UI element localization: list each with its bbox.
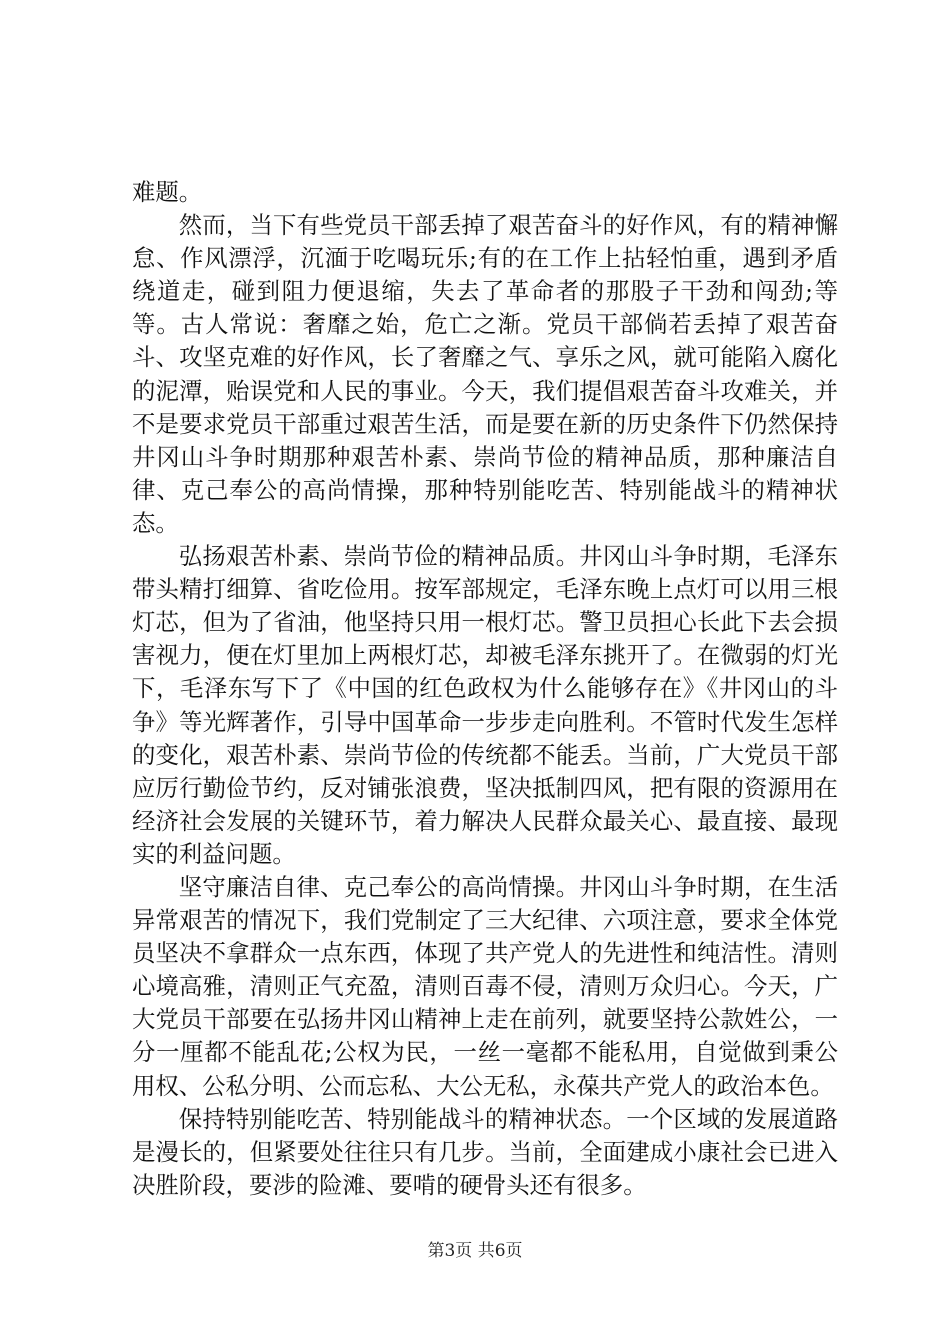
paragraph: 坚守廉洁自律、克己奉公的高尚情操。井冈山斗争时期，在生活异常艰苦的情况下，我们党制定了三大纪律、六项注意，要求全体党员坚决不拿群众一点东西，体现了共产党人的先进性和纯洁性。清则心境高雅，清则正气充盈，清则百毒不侵，清则万众归心。今天，广大党员干部要在弘扬井冈山精神上走在前列，就要坚持公款姓公，一分一厘都不能乱花;公权为民，一丝一毫都不能私用，自觉做到秉公用权、公私分明、公而忘私、大公无私，永葆共产党人的政治本色。	[132, 872, 838, 1100]
paragraph: 保持特别能吃苦、特别能战斗的精神状态。一个区域的发展道路是漫长的，但紧要处往往只有几步。当前，全面建成小康社会已进入决胜阶段，要涉的险滩、要啃的硬骨头还有很多。	[132, 1104, 838, 1199]
page-number: 第3页 共6页	[427, 1241, 523, 1261]
page-footer	[0, 1236, 950, 1261]
paragraph: 然而，当下有些党员干部丢掉了艰苦奋斗的好作风，有的精神懈怠、作风漂浮，沉湎于吃喝玩乐;有的在工作上拈轻怕重，遇到矛盾绕道走，碰到阻力便退缩，失去了革命者的那股子干劲和闯劲;等等。古人常说：奢靡之始，危亡之渐。党员干部倘若丢掉了艰苦奋斗、攻坚克难的好作风，长了奢靡之气、享乐之风，就可能陷入腐化的泥潭，贻误党和人民的事业。今天，我们提倡艰苦奋斗攻难关，并不是要求党员干部重过艰苦生活，而是要在新的历史条件下仍然保持井冈山斗争时期那种艰苦朴素、崇尚节俭的精神品质，那种廉洁自律、克己奉公的高尚情操，那种特别能吃苦、特别能战斗的精神状态。	[132, 211, 838, 537]
paragraph: 弘扬艰苦朴素、崇尚节俭的精神品质。井冈山斗争时期，毛泽东带头精打细算、省吃俭用。按军部规定，毛泽东晚上点灯可以用三根灯芯，但为了省油，他坚持只用一根灯芯。警卫员担心长此下去会损害视力，便在灯里加上两根灯芯，却被毛泽东挑开了。在微弱的灯光下，毛泽东写下了《中国的红色政权为什么能够存在》《井冈山的斗争》等光辉著作，引导中国革命一步步走向胜利。不管时代发生怎样的变化，艰苦朴素、崇尚节俭的传统都不能丢。当前，广大党员干部应厉行勤俭节约，反对铺张浪费，坚决抵制四风，把有限的资源用在经济社会发展的关键环节，着力解决人民群众最关心、最直接、最现实的利益问题。	[132, 542, 838, 868]
document-body	[132, 176, 838, 1202]
paragraph-continuation: 难题。	[132, 178, 203, 206]
